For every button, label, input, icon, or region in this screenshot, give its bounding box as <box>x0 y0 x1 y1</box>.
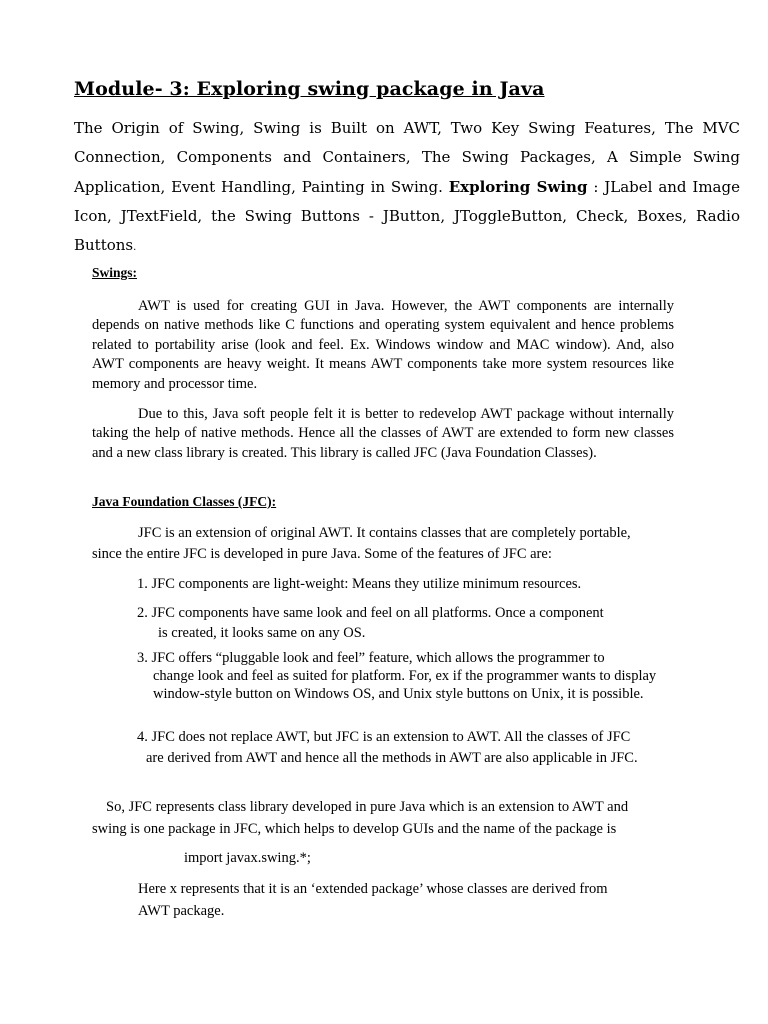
intro-bold-text: Exploring Swing <box>448 177 588 196</box>
list-item-2-line-1: 2. JFC components have same look and feel on all platforms. Once a component <box>137 605 604 621</box>
jfc-intro-line-1: JFC is an extension of original AWT. It contains classes that are completely portable, <box>138 525 631 541</box>
note-line-2: AWT package. <box>138 903 225 919</box>
swings-paragraph-1 <box>92 297 674 394</box>
conclusion-line-1: So, JFC represents class library developed in pure Java which is an extension to AWT and <box>106 799 629 815</box>
list-item-4-rest: are derived from AWT and hence all the methods in AWT are also applicable in JFC. <box>146 750 638 766</box>
swings-paragraph-1-text: AWT is used for creating GUI in Java. However, the AWT components are internally depends on native methods like C functions and operating system equivalent and hence problems related to portability arise (look and feel. Ex. Windows window and MAC window). And, also AWT components are heavy weight. It means AWT components take more system resources like memory and processor time. <box>92 298 674 392</box>
conclusion-line-2: swing is one package in JFC, which helps to develop GUIs and the name of the package is <box>92 821 617 837</box>
syllabus-intro <box>74 114 740 262</box>
intro-text-start: The Origin of Swing, Swing is Built on AWT, Two Key Swing Features, The MVC Connection, Components and Containers, The Swing Packages, A Simple Swing Application, Event Handling, Painting in Swing. <box>74 119 740 196</box>
list-item-3-rest: change look and feel as suited for platform. For, ex if the programmer wants to display window-style button on Windows OS, and Unix style buttons on Unix, it is possible. <box>153 668 657 703</box>
swings-paragraph-2 <box>92 405 674 463</box>
intro-trailing-period: . <box>133 242 137 254</box>
swings-paragraph-2-text: Due to this, Java soft people felt it is better to redevelop AWT package without internally taking the help of native methods. Hence all the classes of AWT are extended to form new classes and a new class library is created. This library is called JFC (Java Foundation Classes). <box>92 406 674 461</box>
list-item-4-line-1: 4. JFC does not replace AWT, but JFC is an extension to AWT. All the classes of JFC <box>137 729 631 745</box>
import-statement: import javax.swing.*; <box>184 850 311 866</box>
list-item-1: 1. JFC components are light-weight: Means they utilize minimum resources. <box>137 576 582 592</box>
section-heading-jfc: Java Foundation Classes (JFC): <box>92 494 277 509</box>
jfc-intro-line-2: since the entire JFC is developed in pure Java. Some of the features of JFC are: <box>92 546 552 562</box>
section-heading-swings: Swings: <box>92 265 138 280</box>
list-item-2-line-2: is created, it looks same on any OS. <box>158 625 366 641</box>
intro-text-end: : JLabel and Image Icon, JTextField, the Swing Buttons - JButton, JToggleButton, Check, Boxes, Radio Buttons <box>74 177 740 255</box>
note-line-1: Here x represents that it is an ‘extended package’ whose classes are derived from <box>138 881 608 897</box>
list-item-3-line-1: 3. JFC offers “pluggable look and feel” feature, which allows the programmer to <box>137 650 605 666</box>
page-title: Module- 3: Exploring swing package in Java <box>74 78 545 100</box>
